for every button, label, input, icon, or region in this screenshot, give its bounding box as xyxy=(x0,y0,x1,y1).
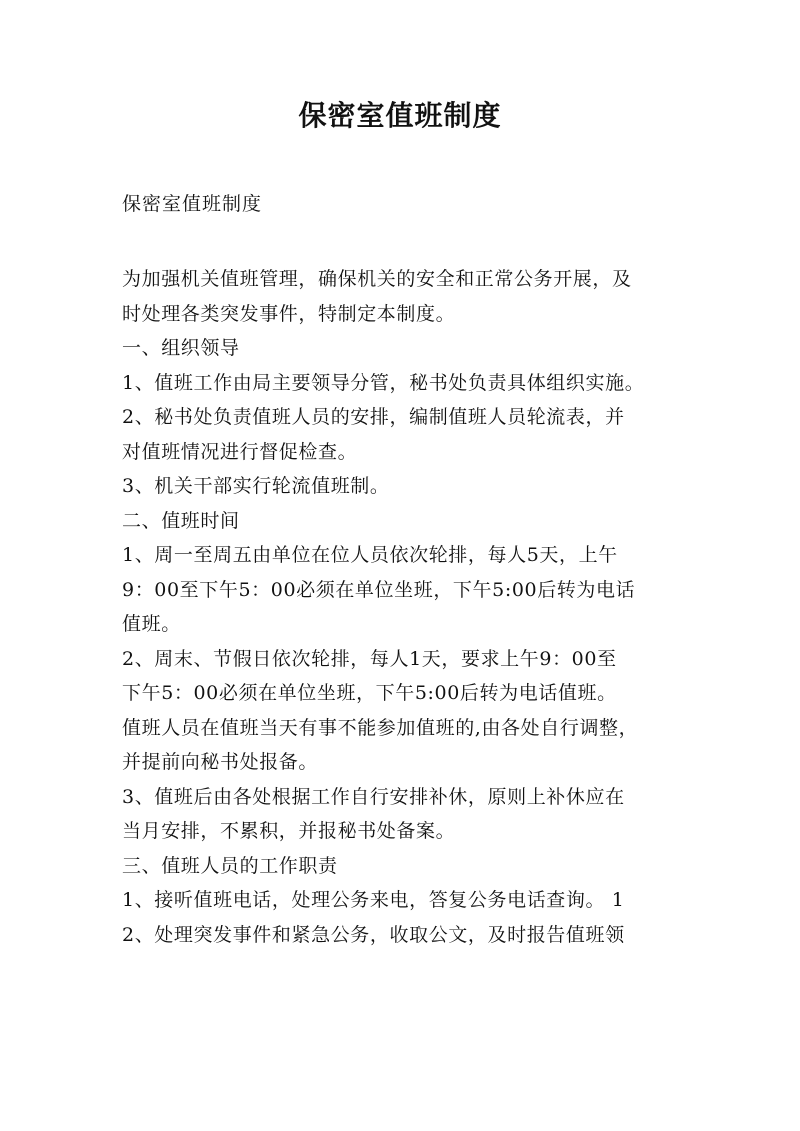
paragraph-line: 当月安排，不累积，并报秘书处备案。 xyxy=(122,820,456,842)
paragraph-line: 并提前向秘书处报备。 xyxy=(122,751,319,773)
paragraph-line: 1、周一至周五由单位在位人员依次轮排，每人5天，上午 xyxy=(122,544,618,566)
paragraph-line: 值班。 xyxy=(122,613,181,635)
paragraph-line: 9：00至下午5：00必须在单位坐班，下午5:00后转为电话 xyxy=(122,578,636,601)
section-heading: 一、组织领导 xyxy=(122,337,240,359)
section-heading: 三、值班人员的工作职责 xyxy=(122,854,338,877)
paragraph-line: 时处理各类突发事件，特制定本制度。 xyxy=(122,302,456,325)
paragraph-line: 1、值班工作由局主要领导分管，秘书处负责具体组织实施。 xyxy=(122,371,645,394)
paragraph-line: 为加强机关值班管理，确保机关的安全和正常公务开展，及 xyxy=(122,268,632,290)
paragraph-line: 对值班情况进行督促检查。 xyxy=(122,440,358,463)
paragraph-line: 下午5：00必须在单位坐班，下午5:00后转为电话值班。 xyxy=(122,682,617,704)
document-body xyxy=(122,262,688,952)
paragraph-line: 3、机关干部实行轮流值班制。 xyxy=(122,475,390,497)
paragraph-line: 2、处理突发事件和紧急公务，收取公文，及时报告值班领 xyxy=(122,923,625,946)
paragraph-line: 2、秘书处负责值班人员的安排，编制值班人员轮流表，并 xyxy=(122,406,625,428)
document-title: 保密室值班制度 xyxy=(298,99,502,132)
paragraph-line: 2、周末、节假日依次轮排，每人1天，要求上午9：00至 xyxy=(122,647,617,670)
document-subtitle: 保密室值班制度 xyxy=(122,193,263,215)
paragraph-line: 3、值班后由各处根据工作自行安排补休，原则上补休应在 xyxy=(122,785,625,808)
paragraph-line: 值班人员在值班当天有事不能参加值班的,由各处自行调整， xyxy=(122,716,639,739)
paragraph-line: 1、接听值班电话，处理公务来电，答复公务电话查询。 1 xyxy=(122,889,625,911)
section-heading: 二、值班时间 xyxy=(122,509,240,532)
